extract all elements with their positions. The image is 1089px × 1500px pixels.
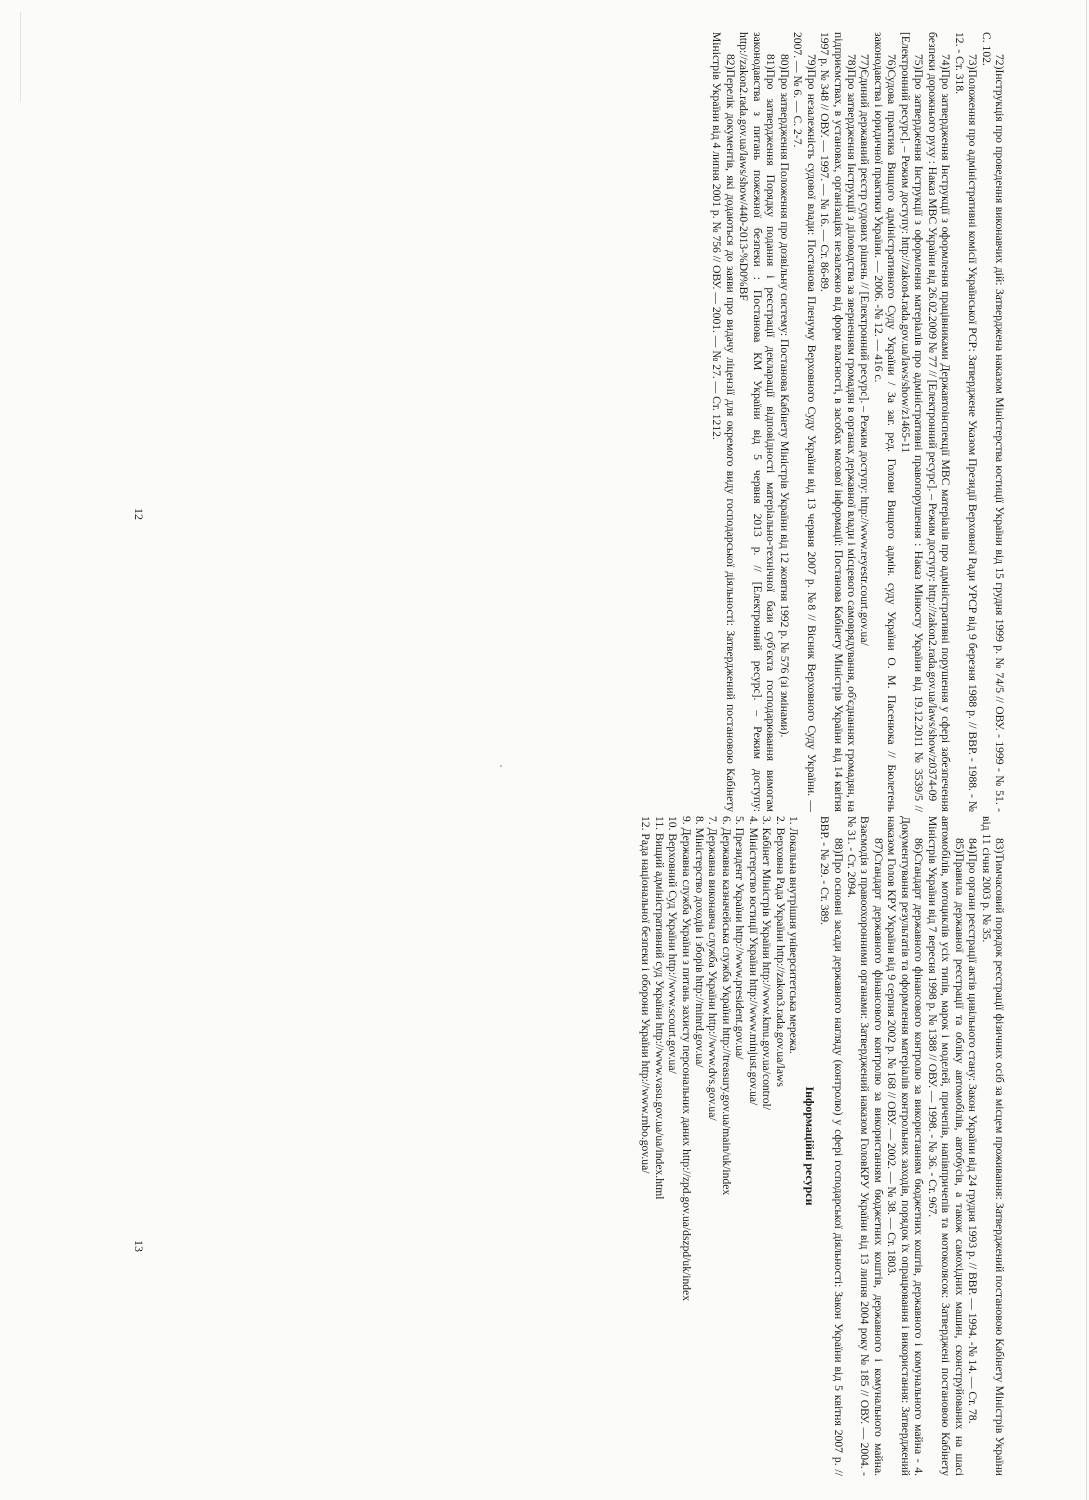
resource-item: 9. Державна служба України з питань захисту персональних даних http://zpd.gov.ua/dszpd/uk/index <box>679 816 693 1301</box>
resource-item: 8. Міністерство доходів і зборів http://minrd.gov.ua/ <box>693 816 707 1068</box>
resource-item: 11. Вищий адміністративний суд України http://www.vasu.gov.ua/ua/index.html <box>652 816 666 1200</box>
information-resources-list <box>639 816 800 1476</box>
resource-item: 4. Міністерство юстиції України http://www.minjust.gov.ua/ <box>746 816 760 1106</box>
reference-item: 72)Інструкція про проведення виконавчих дій: Затверджена наказом Міністерства юстиції України від 15 грудня 1999 р. № 74/5 // ОВУ. - 1999 - № 51. - С. 102. <box>979 32 1006 812</box>
resource-item: 10. Верховний Суд України http://www.scourt.gov.ua/ <box>666 816 680 1074</box>
resource-item: 5. Президент України http://www.president.gov.ua/ <box>733 816 747 1060</box>
resource-item: 6. Державна казначейська служба України http://treasury.gov.ua/main/uk/index <box>719 816 733 1196</box>
reference-item: 86)Стандарт державного фінансового контролю за використанням бюджетних коштів, державного і комунального майна - 4. Документування результатів та оформлення матеріалів контрольних заходів, порядок їх опрацювання і використання: Затверджений наказом Голов КРУ України від 9 серпня 2002 р. № 168 // ОВУ. — 2002. — № 38. — Ст. 1803. <box>885 816 926 1476</box>
right-page-references <box>639 816 1006 1476</box>
reference-item: 73)Положення про адміністративні комісії Української РСР: Затверджене Указом Президії Верховної Ради УРСР від 9 березня 1988 р. // ВВР. - 1988. - № 12. - Ст. 318. <box>952 32 980 812</box>
reference-item: 84)Про органи реєстрації актів цивільного стану: Закон України від 24 грудня 1993 р. // ВВР. — 1994. -№ 14. — Ст. 78. <box>966 838 980 1424</box>
reference-item: 82)Перелік документів, які додаються до заяви про видачу ліцензії для окремого виду господарської діяльності: Затверджений постановою Кабінету Міністрів України від 4 липня 2001 р. № 756 // ОВУ. — 2001. — № 27. — Ст. 1212. <box>710 32 737 812</box>
resource-item: 3. Кабінет Міністрів України http://www.kmu.gov.ua/control/ <box>760 816 774 1110</box>
left-page-references <box>710 32 1006 812</box>
resource-item: 12. Рада національної безпеки і оборони України http://www.rnbo.gov.ua/ <box>639 816 653 1174</box>
reference-item: 77)Єдиний державний реєстр судових рішень // [Електронний ресурс]. – Режим доступу: http://www.reyestr.court.gov.ua/ <box>858 54 872 646</box>
reference-item: 80)Про затвердження Положення про дозвільну систему: Постанова Кабінету Міністрів України від 12 жовтня 1992 р. № 576 (зі змінами). <box>777 54 791 738</box>
scan-edge-mark <box>1086 0 1087 1500</box>
reference-item: 75)Про затвердження Інструкції з оформлення матеріалів про адміністративні правопорушення : Наказ Мінюсту України від 19.12.2011 № 3539/5 // [Електронний ресурс]. – Режим доступу: http://zakon4.rada.gov.ua/laws/show/z1465-11 <box>898 32 926 812</box>
scan-edge-mark <box>20 12 21 102</box>
reference-item: 79)Про незалежність судової влади: Постанова Пленуму Верховного Суду України від 13 червня 2007 р. №8 // Вісник Верховного Суду України. — 2007. — № 6. — С. 2-7. <box>791 32 818 812</box>
reference-item: 88)Про основні засади державного нагляду (контролю) у сфері господарської діяльності: Закон України від 5 квітня 2007 р. // ВВР. - № 29. - Ст. 389. <box>818 816 845 1476</box>
resource-item: 1. Локальна внутрішня університетська мережа. <box>787 816 801 1054</box>
reference-item: 78)Про затвердження Інструкції з діловодства за зверненням громадян в органах державної влади і місцевого самоврядування, об'єднаннях громадян, на підприємствах, в установах, організаціях незалежно від форм власності, в засобах масової інформації: Постанова Кабінету Міністрів України від 14 квітня 1997 р. № 348 // ОВУ. — 1997. — № 16. — Ст. 86-89. <box>818 32 859 812</box>
page-number-right: 13 <box>132 1240 146 1252</box>
reference-list-83-88 <box>818 816 1006 1476</box>
reference-item: 87)Стандарт державного фінансового контролю за використанням бюджетних коштів, державного і комунального майна. Взаємодія з правоохоронними органами: Затверджений наказом ГоловКРУ України від 13 липня 2004 року № 185 // ОВУ. — 2004. - № 31. - Ст. 2094. <box>845 816 885 1476</box>
reference-item: 74)Про затвердження Інструкції з оформлення працівниками Державтоінспекції МВС матеріалів про адміністративні порушення у сфері забезпечення безпеки дорожнього руху : Наказ МВС України від 26.02.2009 № 77 // [Електронний ресурс]. – Режим доступу: http://zakon2.rada.gov.ua/laws/show/z0374-09 <box>925 32 953 812</box>
resource-item: 7. Державна виконавча служба України http://www.dvs.gov.ua/ <box>706 816 720 1121</box>
page-number-left: 12 <box>132 508 146 520</box>
reference-item: 83)Тимчасовий порядок реєстрації фізичних осіб за місцем проживання: Затверджений постановою Кабінету Міністрів України від 11 січня 2003 р. № 35. <box>979 816 1006 1476</box>
section-heading-information-resources: Інформаційні ресурси <box>802 1086 817 1206</box>
reference-item: 81)Про затвердження Порядку подання і реєстрації декларації відповідності матеріально-технічної бази суб'єкта господарювання вимогам законодавства з питань пожежної безпеки : Постанова КМ України від 5 червня 2013 р. // [Електронний ресурс]. – Режим доступу: http://zakon2.rada.gov.ua/laws/show/440-2013-%D0%BF <box>737 32 778 812</box>
scan-dust-mark <box>500 765 502 767</box>
reference-item: 85)Правила державної реєстрації та обліку автомобілів, автобусів, а також самохідних машин, сконструйованих на шасі автомобілів, мотоциклів усіх типів, марок і моделей, причепів, напівпричепів та мотоколясок: Затверджені постановою Кабінету Міністрів України від 7 вересня 1998 р. № 1388 // ОВУ. — 1998. - № 36. - Ст. 967. <box>925 816 966 1476</box>
reference-list-72-82 <box>710 32 1006 812</box>
resource-item: 2. Верховна Рада України http://zakon3.rada.gov.ua/laws <box>773 816 787 1087</box>
reference-item: 76)Судова практика Вищого адміністративного Суду України / За заг. ред. Голови Вищого адмін. суду України О. М. Пасенюка // Бюлетень законодавства і юридичної практики України. — 2006. -№ 12. — 416 с. <box>871 32 899 812</box>
